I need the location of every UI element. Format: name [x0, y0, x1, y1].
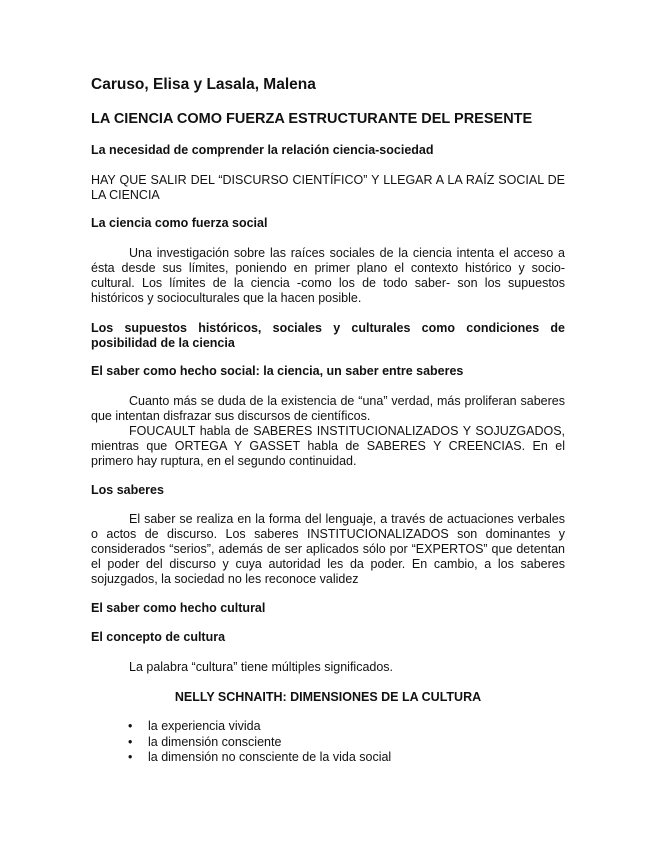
paragraph-foucault: FOUCAULT habla de SABERES INSTITUCIONALIZADOS Y SOJUZGADOS, mientras que ORTEGA Y GASSET habla de SABERES Y CREENCIAS. En el primero hay ruptura, en el segundo continuidad.: [91, 424, 565, 468]
list-item-text: la dimensión no consciente de la vida social: [148, 750, 392, 764]
list-item-text: la experiencia vivida: [148, 719, 261, 733]
paragraph-discurso-cientifico: HAY QUE SALIR DEL “DISCURSO CIENTÍFICO” Y LLEGAR A LA RAÍZ SOCIAL DE LA CIENCIA: [91, 173, 565, 202]
bullet-icon: •: [128, 734, 133, 749]
section-heading-los-saberes: Los saberes: [91, 483, 164, 497]
section-heading-saber-hecho-social: El saber como hecho social: la ciencia, un saber entre saberes: [91, 364, 464, 378]
paragraph-verdad: Cuanto más se duda de la existencia de “una” verdad, más proliferan saberes que intentan disfrazar sus discursos de científicos.: [91, 394, 565, 423]
paragraph-saber-lenguaje: El saber se realiza en la forma del lenguaje, a través de actuaciones verbales o actos de discurso. Los saberes INSTITUCIONALIZADOS son dominantes y considerados “serios”, además de ser aplicados sólo por “EXPERTOS” que detentan el poder del discurso y cuya autoridad les da poder. En cambio, a los saberes sojuzgados, la sociedad no les reconoce validez: [91, 512, 565, 586]
section-heading-dimensiones-cultura: NELLY SCHNAITH: DIMENSIONES DE LA CULTURA: [174, 690, 482, 704]
list-item: [128, 735, 391, 751]
list-item: [128, 719, 391, 735]
paragraph-raices-sociales: Una investigación sobre las raíces sociales de la ciencia intenta el acceso a ésta desde sus límites, poniendo en primer plano el contexto histórico y socio-cultural. Los límites de la ciencia -como los de todo saber- son los supuestos históricos y socioculturales que la hacen posible.: [91, 246, 565, 305]
section-heading-necesidad: La necesidad de comprender la relación ciencia-sociedad: [91, 143, 434, 157]
dimensions-list: [128, 719, 391, 766]
section-heading-fuerza-social: La ciencia como fuerza social: [91, 216, 268, 230]
bullet-icon: •: [128, 750, 133, 764]
paragraph-palabra-cultura: La palabra “cultura” tiene múltiples significados.: [129, 660, 394, 674]
section-heading-supuestos: Los supuestos históricos, sociales y culturales como condiciones de posibilidad de la ciencia: [91, 321, 565, 350]
list-item-text: la dimensión consciente: [148, 734, 282, 749]
section-heading-hecho-cultural: El saber como hecho cultural: [91, 601, 266, 615]
document-title: LA CIENCIA COMO FUERZA ESTRUCTURANTE DEL PRESENTE: [91, 111, 533, 127]
bullet-icon: •: [128, 719, 133, 733]
list-item: [128, 750, 391, 766]
section-heading-concepto-cultura: El concepto de cultura: [91, 630, 226, 644]
authors-line: Caruso, Elisa y Lasala, Malena: [91, 76, 316, 93]
